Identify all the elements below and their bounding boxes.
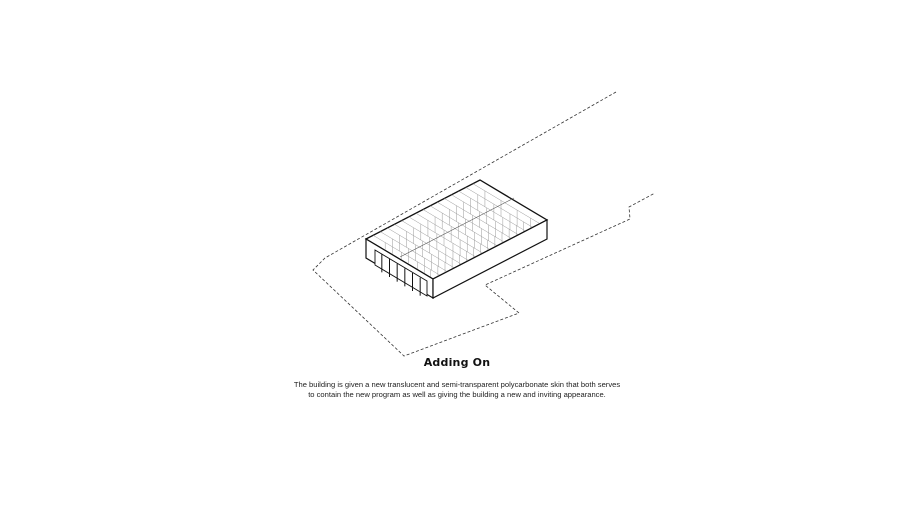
building-volume [366, 180, 547, 298]
diagram-title: Adding On [423, 356, 491, 369]
diagram-description: The building is given a new translucent and semi-transparent polycarbonate skin that both serves to contain the new program as well as giving the building a new and inviting appearance. [293, 380, 621, 399]
